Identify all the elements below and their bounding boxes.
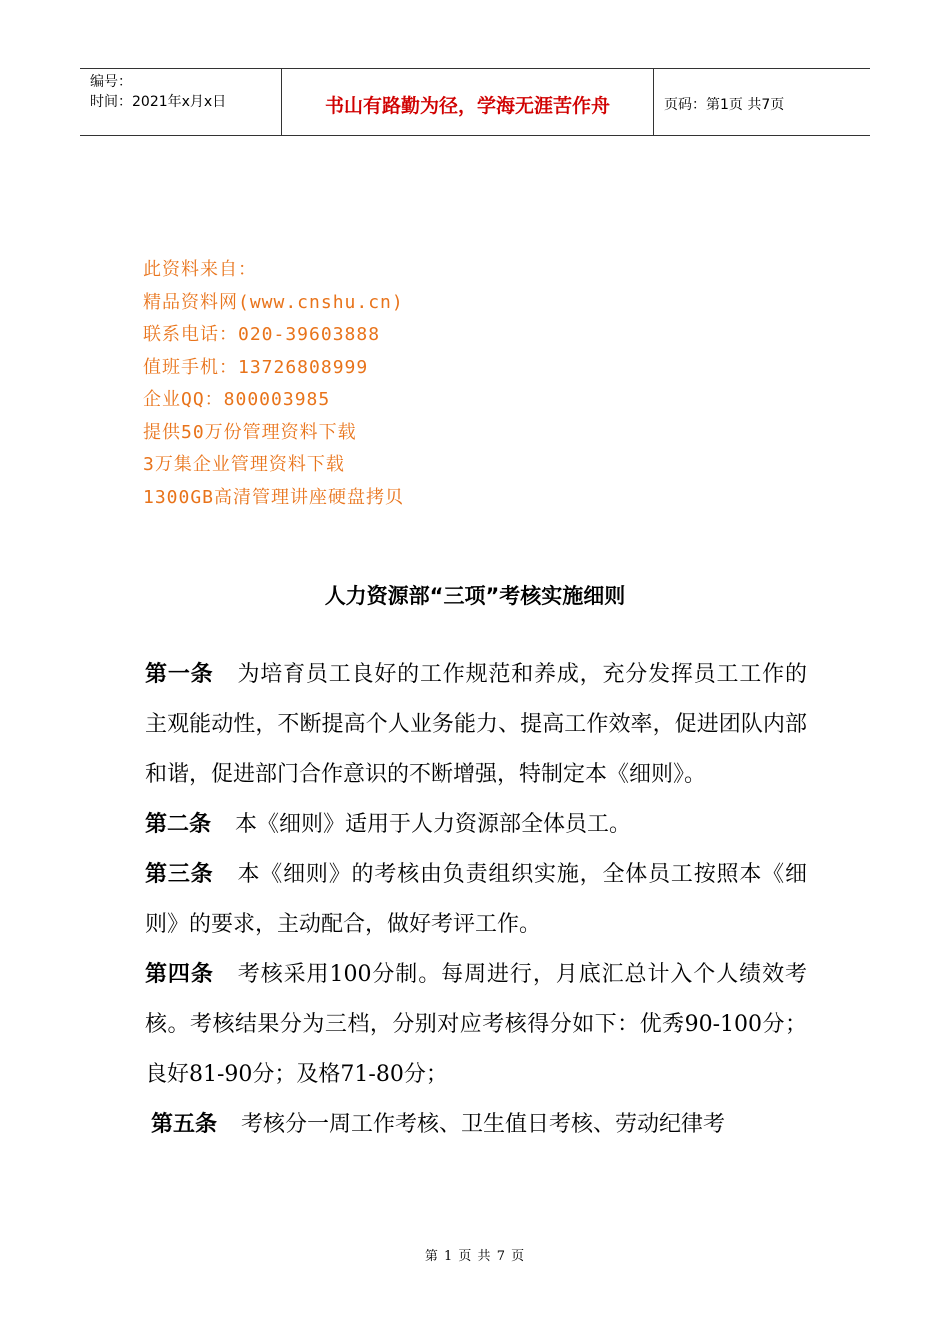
- article-label: 第四条: [145, 962, 214, 987]
- article-1: [145, 650, 807, 800]
- article-label: 第五条: [151, 1112, 218, 1137]
- article-text: 本《细则》的考核由负责组织实施，全体员工按照本《细则》的要求，主动配合，做好考评工作。: [145, 862, 807, 937]
- page-footer: 第 1 页 共 7 页: [424, 1249, 526, 1264]
- page-header: [80, 68, 870, 136]
- article-text: 为培育员工良好的工作规范和养成，充分发挥员工工作的主观能动性，不断提高个人业务能力、提高工作效率，促进团队内部和谐，促进部门合作意识的不断增强，特制定本《细则》。: [145, 662, 807, 787]
- document-time-label: 时间：2021年x月x日: [90, 94, 227, 110]
- article-2: [145, 800, 807, 850]
- document-number-label: 编号：: [90, 74, 132, 90]
- header-motto: 书山有路勤为径，学海无涯苦作舟: [282, 69, 654, 135]
- article-text: 考核分一周工作考核、卫生值日考核、劳动纪律考: [241, 1112, 726, 1137]
- article-label: 第三条: [145, 862, 214, 887]
- article-text: 本《细则》适用于人力资源部全体员工。: [235, 812, 632, 837]
- source-line: 联系电话：020-39603888: [143, 324, 381, 345]
- article-text: 考核采用100分制。每周进行，月底汇总计入个人绩效考核。考核结果分为三档，分别对应考核得分如下：优秀90-100分；良好81-90分；及格71-80分；: [145, 962, 807, 1087]
- article-4: [145, 950, 807, 1100]
- source-line: 3万集企业管理资料下载: [143, 454, 345, 475]
- document-body: [145, 650, 807, 1150]
- header-page-info: 页码：第1页 共7页: [664, 97, 785, 113]
- source-line: 此资料来自：: [143, 259, 257, 280]
- header-meta: [80, 69, 282, 135]
- article-5: [145, 1100, 807, 1150]
- source-info-block: [143, 254, 404, 514]
- source-line: 1300GB高清管理讲座硬盘拷贝: [143, 486, 405, 508]
- document-title: 人力资源部“三项”考核实施细则: [324, 584, 626, 608]
- article-3: [145, 850, 807, 950]
- article-label: 第一条: [145, 662, 214, 687]
- source-line: 精品资料网(www.cnshu.cn): [143, 291, 404, 313]
- source-line: 值班手机：13726808999: [143, 356, 369, 378]
- source-line: 提供50万份管理资料下载: [143, 421, 357, 443]
- article-label: 第二条: [145, 812, 212, 837]
- source-line: 企业QQ：800003985: [143, 389, 331, 410]
